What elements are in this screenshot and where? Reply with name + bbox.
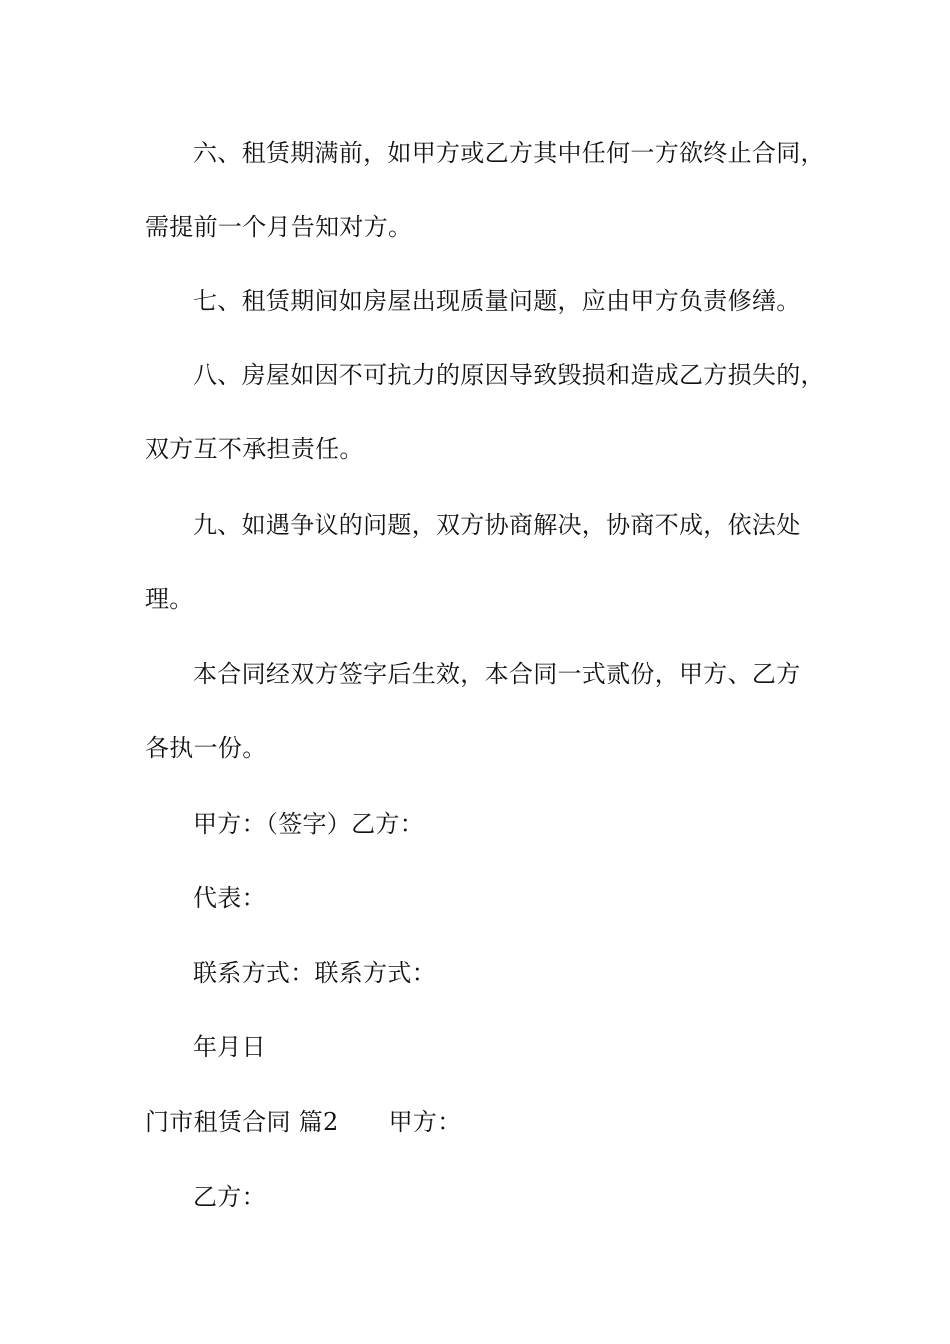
clause-9-line-2: 理。: [145, 585, 194, 613]
clause-8-line-2: 双方互不承担责任。: [145, 435, 364, 463]
effect-clause-line-2: 各执一份。: [145, 734, 267, 762]
date-label: 年月日: [193, 1033, 266, 1061]
next-party-b-label: 乙方：: [193, 1183, 266, 1211]
next-contract-heading-row: [145, 1107, 845, 1137]
clause-6-line-1: 六、租赁期满前，如甲方或乙方其中任何一方欲终止合同，: [193, 139, 825, 167]
next-contract-title: 门市租赁合同 篇2: [145, 1108, 339, 1136]
contact-info-label: 联系方式：联系方式：: [193, 959, 436, 987]
representative-label: 代表：: [193, 884, 266, 912]
clause-9-line-1: 九、如遇争议的问题，双方协商解决，协商不成，依法处: [193, 511, 801, 539]
effect-clause-line-1: 本合同经双方签字后生效，本合同一式贰份，甲方、乙方: [193, 660, 801, 688]
signature-parties: 甲方：（签字）乙方：: [193, 810, 424, 838]
clause-6-line-2: 需提前一个月告知对方。: [145, 213, 413, 241]
next-party-a-label: 甲方：: [388, 1108, 462, 1136]
clause-7: 七、租赁期间如房屋出现质量问题，应由甲方负责修缮。: [193, 287, 801, 315]
clause-8-line-1: 八、房屋如因不可抗力的原因导致毁损和造成乙方损失的，: [193, 361, 825, 389]
